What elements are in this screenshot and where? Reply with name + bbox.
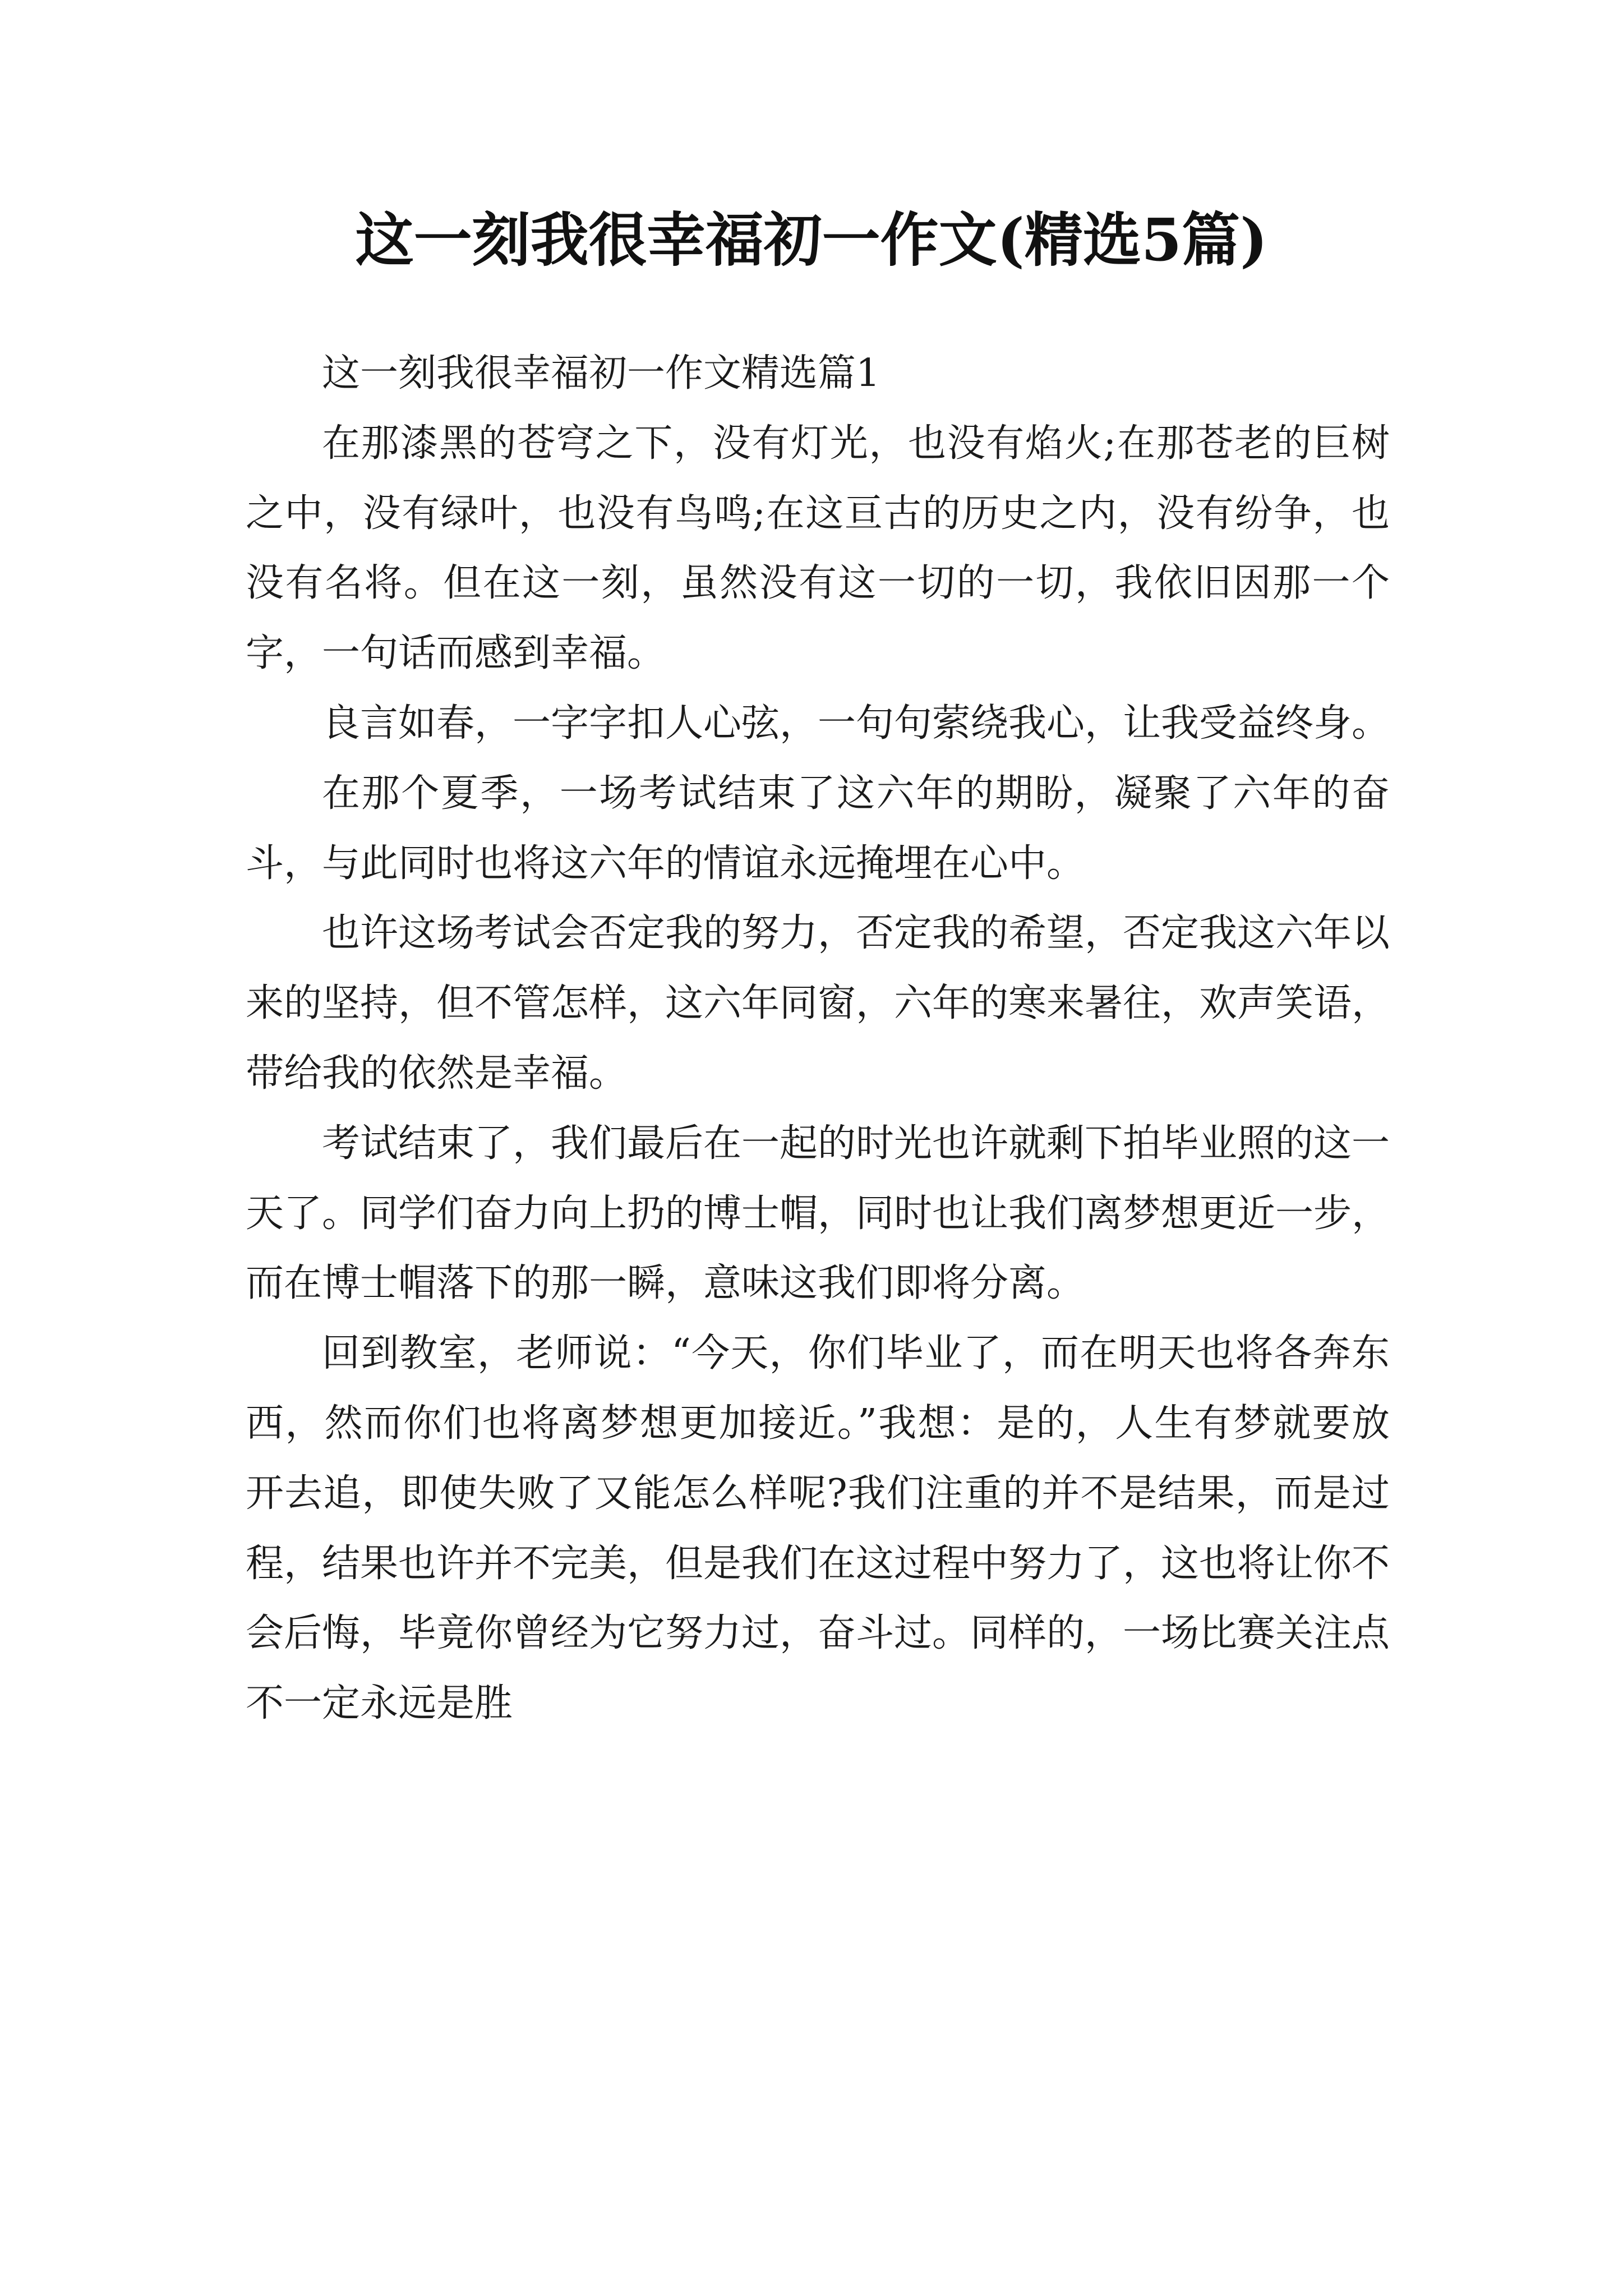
paragraph: 回到教室，老师说：“今天，你们毕业了，而在明天也将各奔东西，然而你们也将离梦想更加接近。”我想：是的，人生有梦就要放开去追，即使失败了又能怎么样呢?我们注重的并不是结果，而是过程，结果也许并不完美，但是我们在这过程中努力了，这也将让你不会后悔，毕竟你曾经为它努力过，奋斗过。同样的，一场比赛关注点不一定永远是胜 — [246, 1331, 1390, 1726]
section-heading: 这一刻我很幸福初一作文精选篇1 — [322, 351, 880, 395]
paragraph: 也许这场考试会否定我的努力，否定我的希望，否定我这六年以来的坚持，但不管怎样，这六年同窗，六年的寒来暑往，欢声笑语，带给我的依然是幸福。 — [246, 911, 1390, 1096]
paragraph: 考试结束了，我们最后在一起的时光也许就剩下拍毕业照的这一天了。同学们奋力向上扔的博士帽，同时也让我们离梦想更近一步，而在博士帽落下的那一瞬，意味这我们即将分离。 — [246, 1121, 1390, 1306]
paragraph: 在那漆黑的苍穹之下，没有灯光，也没有焰火;在那苍老的巨树之中，没有绿叶，也没有鸟鸣;在这亘古的历史之内，没有纷争，也没有名将。但在这一刻，虽然没有这一切的一切，我依旧因那一个字，一句话而感到幸福。 — [246, 421, 1390, 676]
paragraph: 良言如春，一字字扣人心弦，一句句萦绕我心，让我受益终身。 — [322, 701, 1390, 746]
document-title: 这一刻我很幸福初一作文(精选5篇) — [355, 205, 1268, 274]
paragraph: 在那个夏季，一场考试结束了这六年的期盼，凝聚了六年的奋斗，与此同时也将这六年的情谊永远掩埋在心中。 — [246, 771, 1390, 886]
document-body — [246, 339, 1390, 1739]
